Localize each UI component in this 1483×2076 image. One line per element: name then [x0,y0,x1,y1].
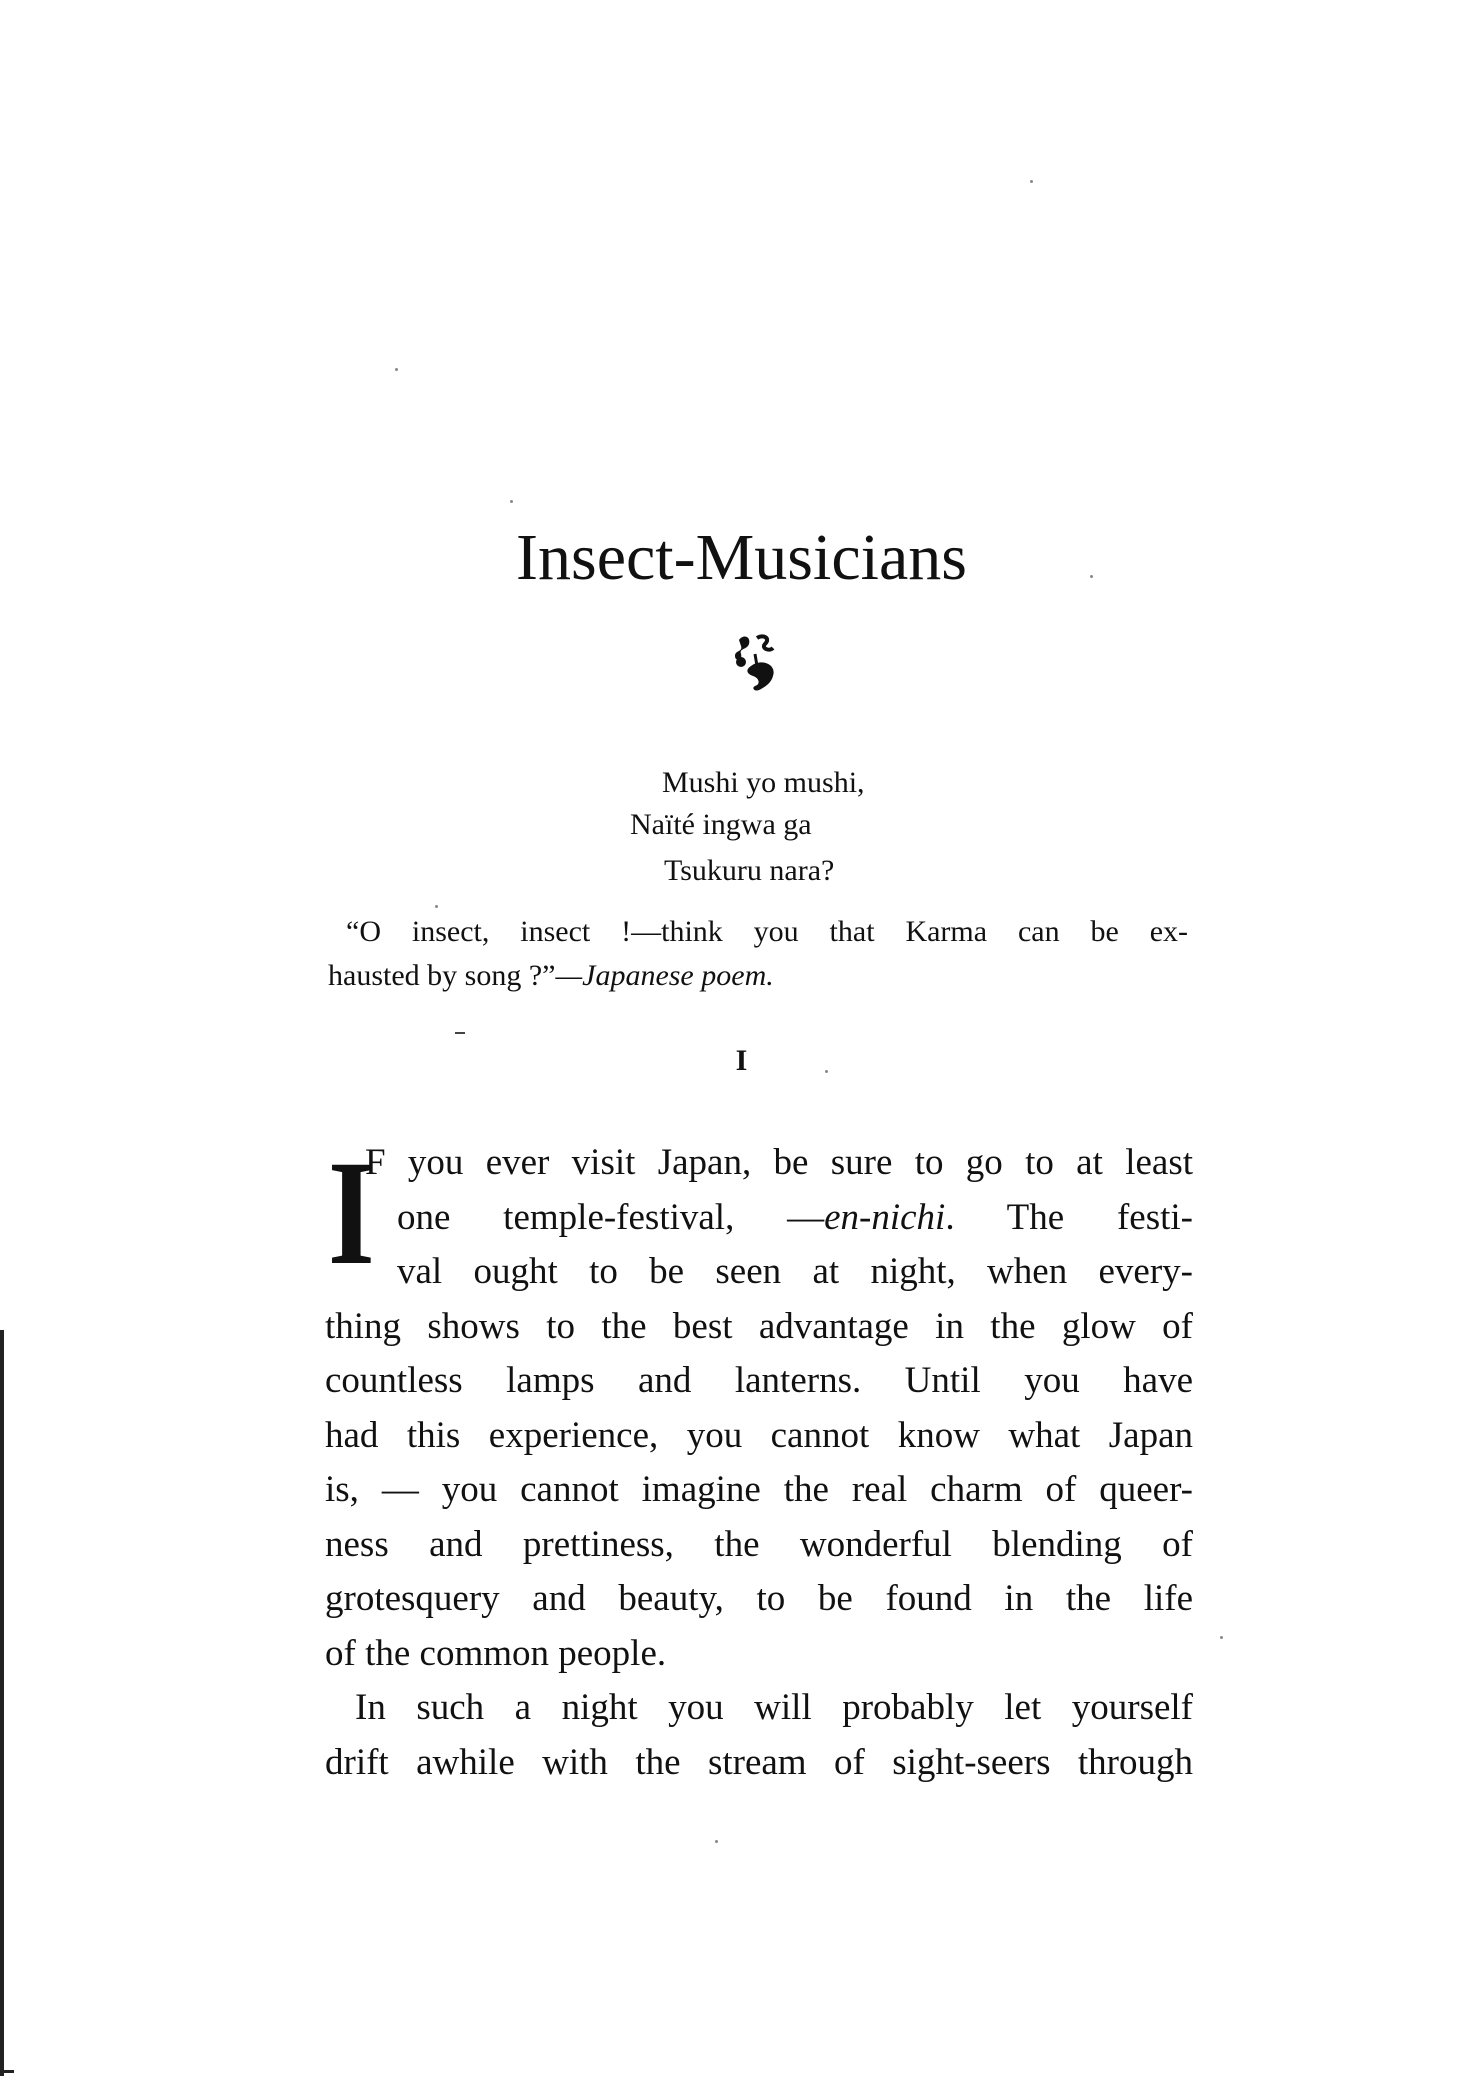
chapter-title: Insect-Musicians [516,521,967,594]
body-line: F you ever visit Japan, be sure to go to at least [365,1142,1193,1183]
section-number: I [735,1044,748,1077]
italic-term: en-nichi [824,1196,946,1238]
attribution: —Japanese poem. [555,959,774,992]
translation-line: hausted by song ?” [328,959,556,992]
body-line [325,1191,1193,1246]
body-line-text: . The festi- [945,1196,1193,1238]
poem-line: Naïté ingwa ga [630,808,812,841]
body-line: drift awhile with the stream of sight-seers through [325,1741,1193,1783]
body-line: of the common people. [325,1632,667,1674]
body-line: grotesquery and beauty, to be found in the life [325,1578,1193,1619]
translation-line: “O insect, insect !—think you that Karma can be ex- [346,915,1188,948]
floral-ornament-icon [731,632,781,694]
body-line-text: one temple-festival, — [397,1196,825,1238]
drop-cap: I [328,1130,375,1296]
body-line: ness and prettiness, the wonderful blending of [325,1523,1193,1565]
body-line: val ought to be seen at night, when every- [397,1251,1193,1292]
body-line: In such a night you will probably let yourself [355,1687,1193,1728]
poem-line: Tsukuru nara? [664,854,835,887]
page-edge-line [0,1330,4,2076]
body-line: is, — you cannot imagine the real charm of queer- [325,1469,1193,1510]
body-line: thing shows to the best advantage in the glow of [325,1305,1193,1347]
page-edge-foot [0,2070,14,2073]
body-line: had this experience, you cannot know what Japan [325,1414,1193,1456]
epigraph-translation [328,910,1188,998]
body-text [325,1130,1193,1790]
poem-line: Mushi yo mushi, [662,766,865,799]
body-line: countless lamps and lanterns. Until you have [325,1360,1193,1401]
